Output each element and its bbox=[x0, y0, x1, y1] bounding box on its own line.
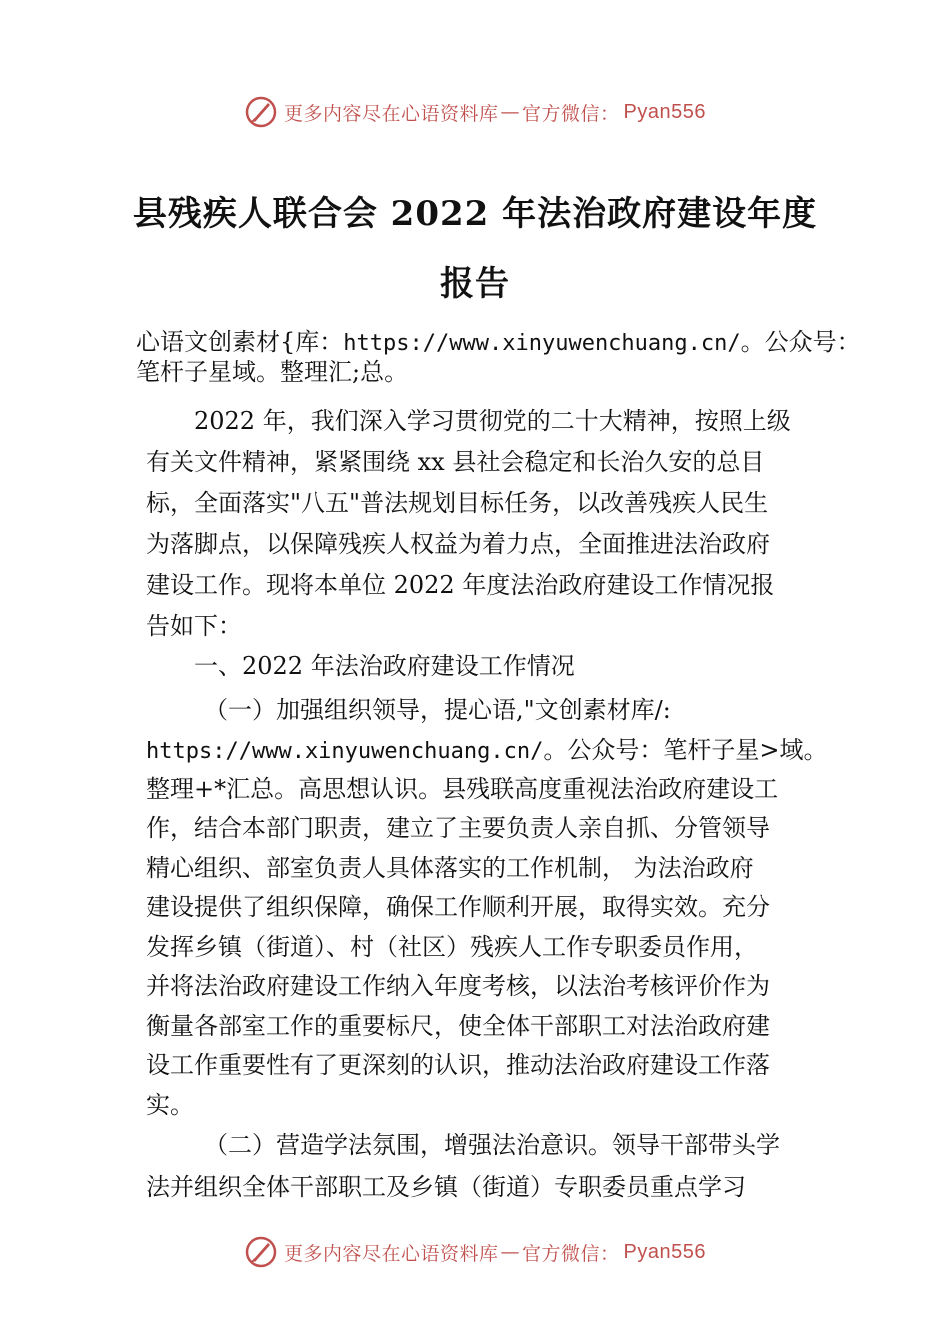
para3-line: （二）营造学法氛围，增强法治意识。领导干部带头学 bbox=[204, 1131, 780, 1159]
para2-url: https://www.xinyuwenchuang.cn/ bbox=[146, 739, 544, 764]
watermark-separator: — bbox=[500, 1241, 521, 1263]
source-note-prefix: 心语文创素材{库： bbox=[136, 328, 344, 356]
source-note-url: https://www.xinyuwenchuang.cn/ bbox=[343, 331, 741, 356]
watermark-wechat-label: 官方微信： bbox=[522, 102, 620, 125]
para2-line: 建设提供了组织保障，确保工作顺利开展，取得实效。充分 bbox=[146, 893, 770, 921]
source-note-line2: 笔杆子星域。整理汇;总。 bbox=[136, 358, 409, 386]
watermark-separator: — bbox=[500, 101, 521, 123]
para2-url-suffix: 。公众号：笔杆子星>域。 bbox=[543, 736, 828, 764]
para2-line: 并将法治政府建设工作纳入年度考核，以法治考核评价作为 bbox=[146, 972, 770, 1000]
para1-line: 2022 年，我们深入学习贯彻党的二十大精神，按照上级 bbox=[194, 407, 791, 435]
para1-line: 建设工作。现将本单位 2022 年度法治政府建设工作情况报 bbox=[146, 571, 775, 599]
para2-line: 精心组织、部室负责人具体落实的工作机制， 为法治政府 bbox=[146, 854, 754, 882]
para2-line: 设工作重要性有了更深刻的认识，推动法治政府建设工作落 bbox=[146, 1051, 770, 1079]
watermark-wechat-id: Pyan556 bbox=[623, 100, 706, 123]
document-title-line2: 报告 bbox=[440, 264, 510, 304]
para2-line: 整理+*汇总。高思想认识。县残联高度重视法治政府建设工 bbox=[146, 775, 779, 803]
para3-line: 法并组织全体干部职工及乡镇（街道）专职委员重点学习 bbox=[146, 1173, 746, 1201]
quill-logo-icon bbox=[244, 95, 278, 129]
section-heading: 一、2022 年法治政府建设工作情况 bbox=[194, 652, 575, 680]
para2-url-line bbox=[146, 730, 827, 765]
para2-line: 实。 bbox=[146, 1091, 194, 1119]
watermark-wechat-id: Pyan556 bbox=[623, 1240, 706, 1263]
source-note-suffix: 。公众号： bbox=[740, 328, 861, 356]
watermark-banner-bottom bbox=[0, 1232, 950, 1272]
para2-line: 发挥乡镇（街道）、村（社区）残疾人工作专职委员作用， bbox=[146, 933, 758, 961]
watermark-wechat-label: 官方微信： bbox=[522, 1242, 620, 1265]
para1-line: 为落脚点，以保障残疾人权益为着力点，全面推进法治政府 bbox=[146, 530, 770, 558]
watermark-brand: 更多内容尽在心语资料库 bbox=[284, 1242, 499, 1265]
watermark-banner-top bbox=[0, 92, 950, 132]
para2-line: （一）加强组织领导，提心语,"文创素材库/: bbox=[204, 696, 671, 724]
para1-line: 标，全面落实"八五"普法规划目标任务，以改善残疾人民生 bbox=[146, 489, 769, 517]
para1-line: 有关文件精神，紧紧围绕 xx 县社会稳定和长治久安的总目 bbox=[146, 448, 765, 476]
para1-line: 告如下： bbox=[146, 612, 242, 640]
para2-line: 衡量各部室工作的重要标尺，使全体干部职工对法治政府建 bbox=[146, 1012, 770, 1040]
watermark-brand: 更多内容尽在心语资料库 bbox=[284, 102, 499, 125]
para2-line: 作，结合本部门职责，建立了主要负责人亲自抓、分管领导 bbox=[146, 814, 770, 842]
quill-logo-icon bbox=[244, 1235, 278, 1269]
document-title-line1: 县残疾人联合会 2022 年法治政府建设年度 bbox=[132, 194, 818, 234]
